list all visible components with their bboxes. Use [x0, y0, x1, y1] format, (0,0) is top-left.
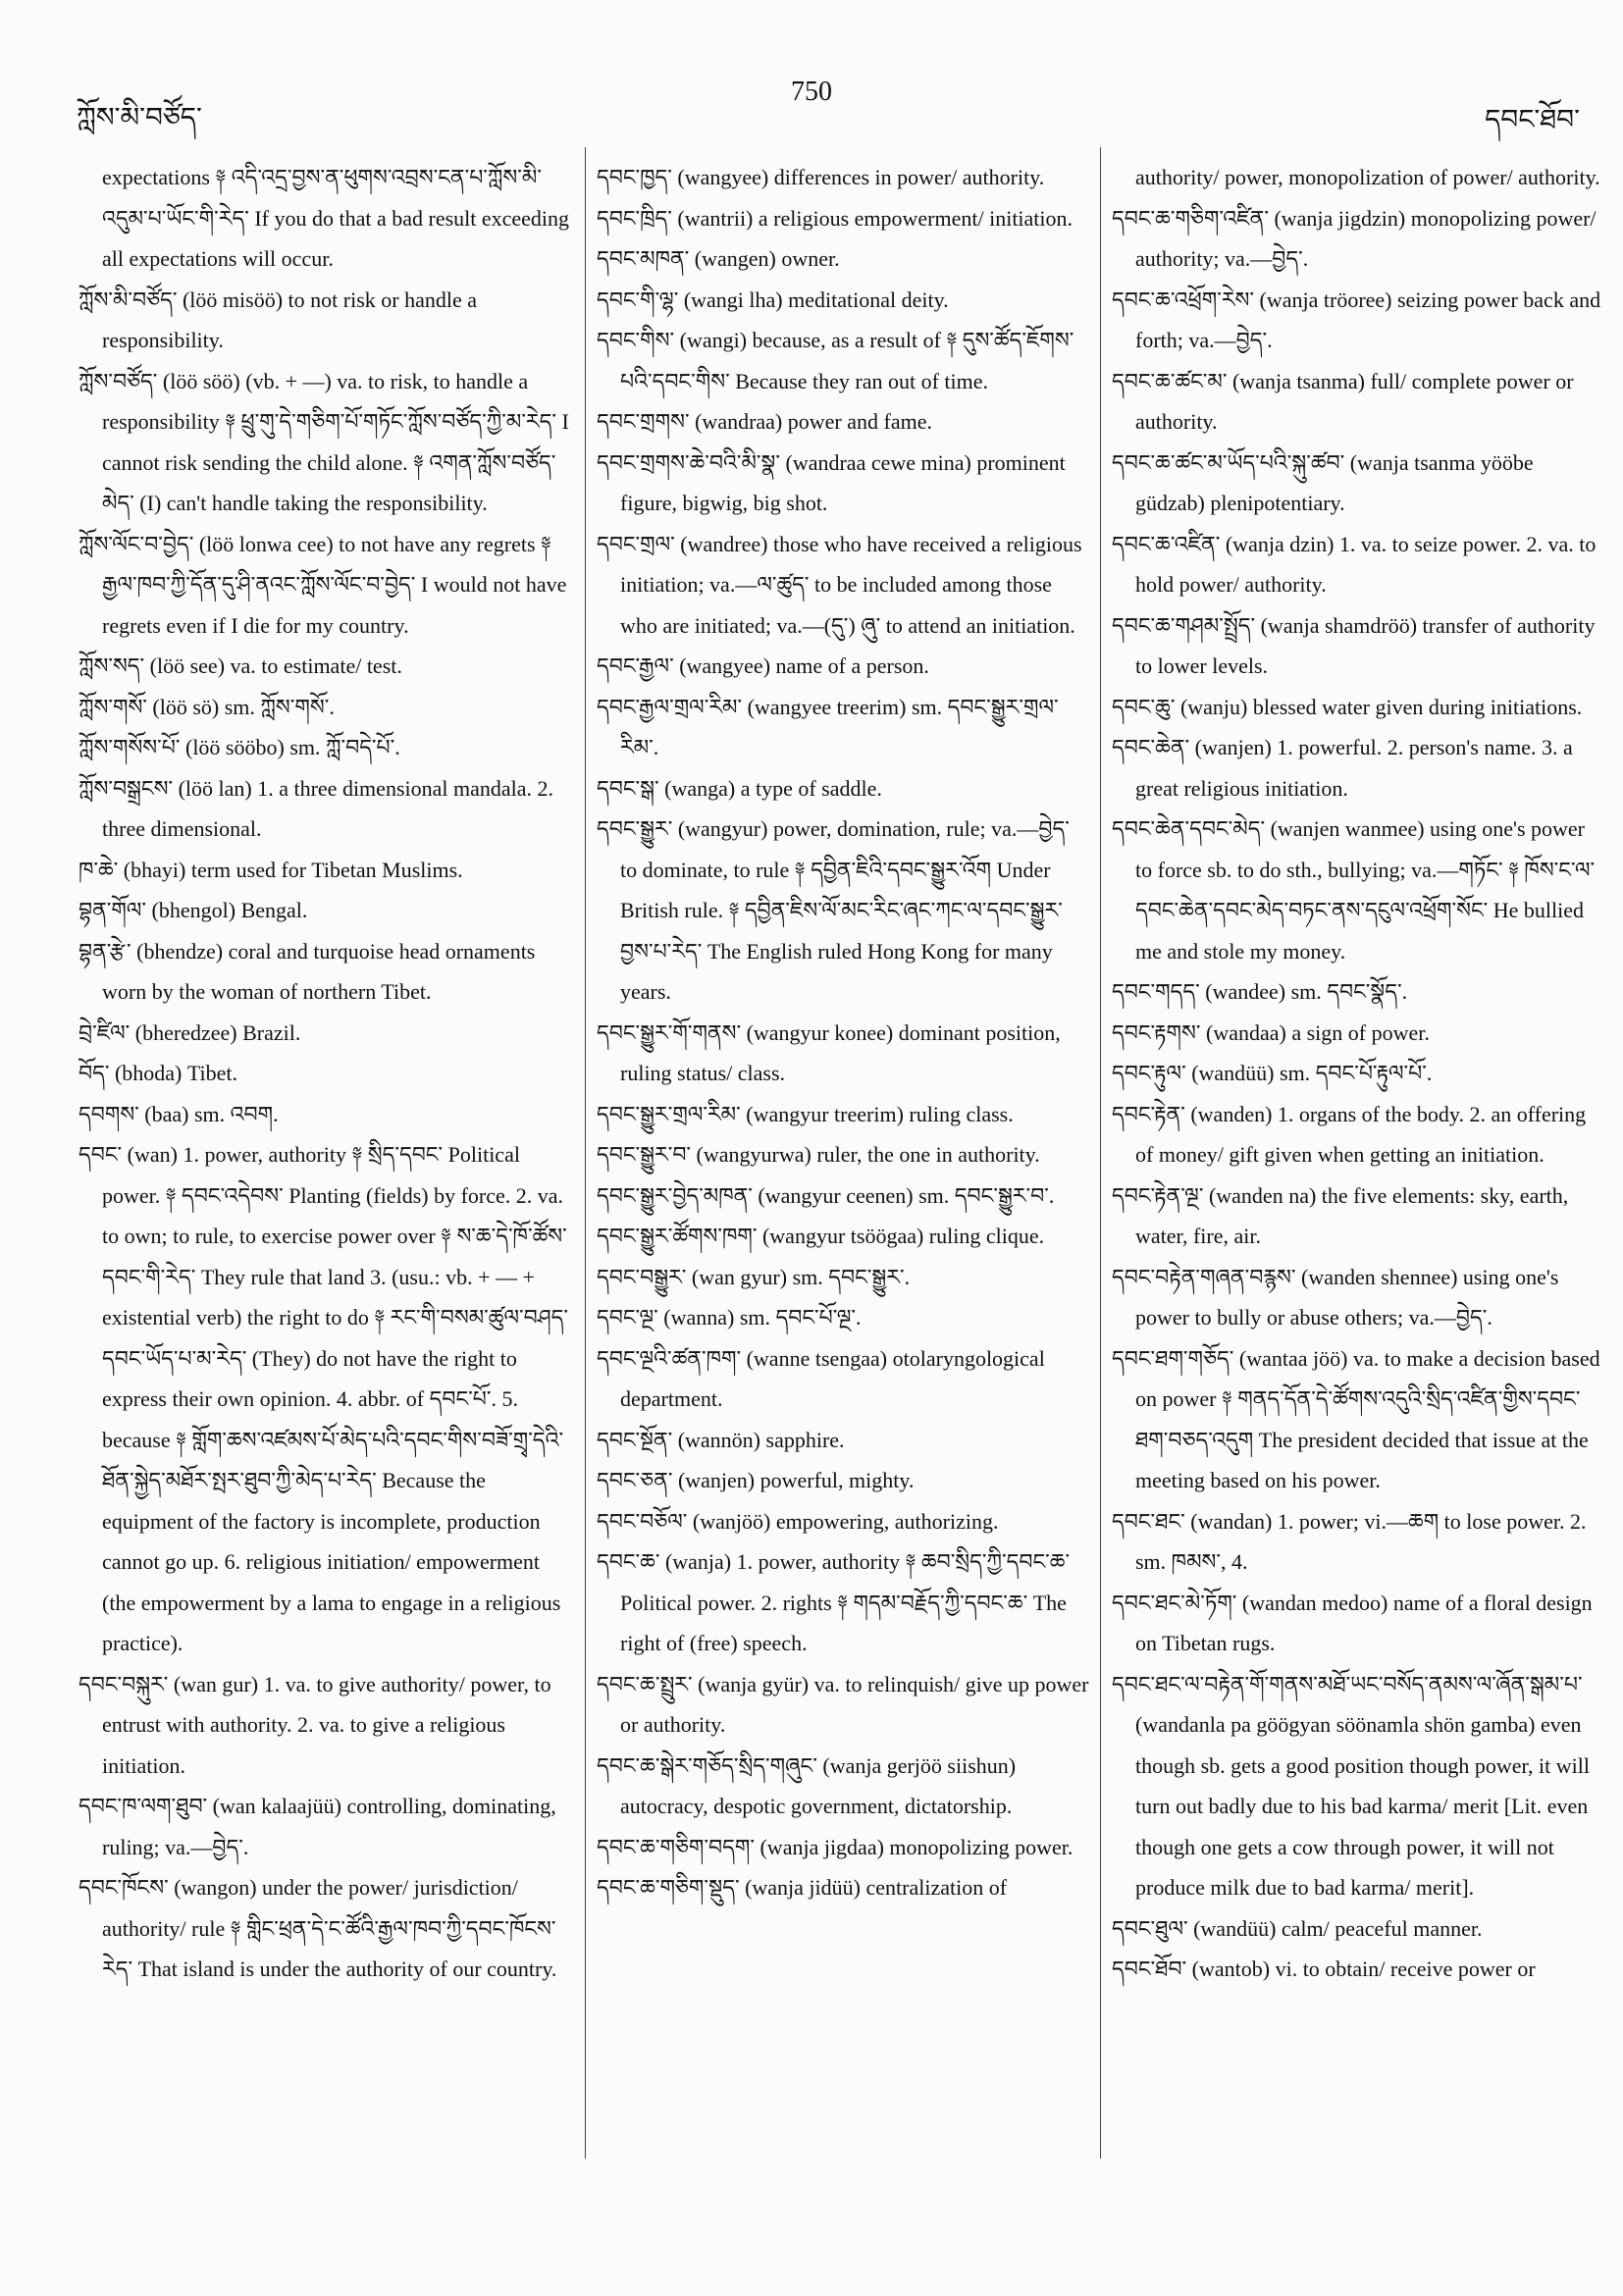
dictionary-entry: དབང་ཐུལ་ (wandüü) calm/ peaceful manner. [1112, 1915, 1483, 1941]
dictionary-entry: དབང་སྒྱུར་གྲལ་རིམ་ (wangyur treerim) ruling class. [597, 1101, 1014, 1126]
dictionary-entry: ཁ་ཆེ་ (bhayi) term used for Tibetan Muslims. [79, 857, 463, 882]
dictionary-entry: དབང་བཅོལ་ (wanjöö) empowering, authorizing. [597, 1508, 999, 1534]
dictionary-entry: དབང་ཐག་གཅོད་ (wantaa jöö) va. to make a decision based on power ༈ གནད་དོན་དེ་ཚོགས་འདུའི་སྲིད་འཛིན་གྱིས་དབང་ཐག་བཅད་འདུག The president decided that issue at the meeting based on his power. [1112, 1345, 1600, 1492]
dictionary-entry: དབང་རྒྱལ་གྲལ་རིམ་ (wangyee treerim) sm. དབང་སྒྱུར་གྲལ་རིམ་. [597, 694, 1059, 759]
dictionary-entry: དབང་ཆེན་ (wanjen) 1. powerful. 2. person's name. 3. a great religious initiation. [1112, 735, 1573, 801]
column-1 [79, 157, 574, 2276]
dictionary-entry: དབང་མཁན་ (wangen) owner. [597, 246, 840, 271]
dictionary-entry: དབང་ལྔའི་ཚན་ཁག་ (wanne tsengaa) otolaryngological department. [597, 1345, 1045, 1411]
dictionary-entry: དབང་ཐོབ་ (wantob) vi. to obtain/ receive power or [1112, 1957, 1536, 1981]
dictionary-entry: དབང་ཆ་གཤམ་སྤྲོད་ (wanja shamdröö) transfer of authority to lower levels. [1112, 612, 1596, 678]
dictionary-entry: ཀློས་མི་བཙོད་ (löö misöö) to not risk or handle a responsibility. [79, 287, 477, 352]
dictionary-entry: དབང་ཐང་ (wandan) 1. power; vi.—ཆག to lose power. 2. sm. ཁམས་, 4. [1112, 1508, 1587, 1574]
dictionary-entry: དབང་ཆེན་དབང་མེད་ (wanjen wanmee) using one's power to force sb. to do sth., bullying; va.—གཏོང་ ༈ ཁོས་ང་ལ་དབང་ཆེན་དབང་མེད་བཏང་ནས་དངུལ་འཕྲོག་སོང་ He bullied me and stole my money. [1112, 816, 1596, 964]
dictionary-entry: དབང་ཆ་གཅིག་སྡུད་ (wanja jidüü) centralization of [597, 1875, 1008, 1900]
dictionary-entry: དབང་ཆ་ཚང་མ་ཡོད་པའི་སྐུ་ཚབ་ (wanja tsanma yööbe güdzab) plenipotentiary. [1112, 449, 1534, 515]
dictionary-entry: དབང་གྲལ་ (wandree) those who have received a religious initiation; va.—ལ་ཚུད་ to be included among those who are initiated; va.—(དུ་) ཞུ་ to attend an initiation. [597, 531, 1082, 638]
dictionary-entry: དབང་སྔོན་ (wannön) sapphire. [597, 1427, 845, 1452]
dictionary-entry: དབང་ཆ་འཛིན་ (wanja dzin) 1. va. to seize power. 2. va. to hold power/ authority. [1112, 531, 1597, 597]
dictionary-entry: expectations ༈ འདི་འདྲ་བྱས་ན་ཕུགས་འབྲས་ངན་པ་ཀློས་མི་འདུམ་པ་ཡོང་གི་རེད་ If you do that a bad result exceeding all expectations will occur. [102, 165, 570, 271]
dictionary-entry: དབང་ཆུ་ (wanju) blessed water given during initiations. [1112, 694, 1583, 719]
dictionary-entry: དབང་ཆ་སྤྲུར་ (wanja gyür) va. to relinquish/ give up power or authority. [597, 1671, 1089, 1737]
dictionary-entry: དབང་ཆ་ (wanja) 1. power, authority ༈ ཆབ་སྲིད་ཀྱི་དབང་ཆ་ Political power. 2. rights ༈ གདམ་བརྗོད་ཀྱི་དབང་ཆ་ The right of (free) speech. [597, 1549, 1071, 1655]
dictionary-entry: དབང་ཆ་ཚང་མ་ (wanja tsanma) full/ complete power or authority. [1112, 368, 1574, 434]
dictionary-entry: དབང་སྒྱུར་གོ་གནས་ (wangyur konee) dominant position, ruling status/ class. [597, 1019, 1061, 1085]
dictionary-entry: authority/ power, monopolization of power/ authority. [1135, 165, 1600, 189]
dictionary-entry: དབང་རྟགས་ (wandaa) a sign of power. [1112, 1019, 1430, 1045]
dictionary-entry: ཀློས་ལོང་བ་བྱེད་ (löö lonwa cee) to not have any regrets ༈ རྒྱལ་ཁབ་ཀྱི་དོན་དུ་ཤི་ནའང་ཀློས་ལོང་བ་བྱེད་ I would not have regrets even if I die for my country. [79, 531, 567, 638]
dictionary-entry: བོད་ (bhoda) Tibet. [79, 1061, 238, 1085]
dictionary-entry: དབང་ཐང་མེ་ཏོག་ (wandan medoo) name of a floral design on Tibetan rugs. [1112, 1590, 1593, 1655]
dictionary-entry: དབང་ཆ་གཅིག་བདག་ (wanja jigdaa) monopolizing power. [597, 1834, 1073, 1859]
dictionary-entry: དབང་བརྟེན་གཞན་བརྙས་ (wanden shennee) using one's power to bully or abuse others; va.—བྱེད་. [1112, 1264, 1559, 1330]
dictionary-entry: དབང་སྒྱུར་ (wangyur) power, domination, rule; va.—བྱེད་ to dominate, to rule ༈ དབྱིན་ཇིའི་དབང་སྒྱུར་འོག Under British rule. ༈ དབྱིན་ཇིས་ལོ་མང་རིང་ཞང་ཀང་ལ་དབང་སྒྱུར་བྱས་པ་རེད་ The English ruled Hong Kong for many years. [597, 816, 1070, 1004]
dictionary-entry: དབང་གྲགས་ (wandraa) power and fame. [597, 409, 932, 434]
page-number: 750 [791, 77, 832, 107]
dictionary-entry: ཀློས་སད་ (löö see) va. to estimate/ test. [79, 653, 402, 678]
dictionary-entry: དབང་རྟེན་ (wanden) 1. organs of the body. 2. an offering of money/ gift given when getting an initiation. [1112, 1101, 1587, 1167]
dictionary-entry: དབང་རྟུལ་ (wandüü) sm. དབང་པོ་རྟུལ་པོ་. [1112, 1061, 1433, 1085]
dictionary-entry: དབང་གིས་ (wangi) because, as a result of ༈ དུས་ཚོད་ཇོགས་པའི་དབང་གིས་ Because they ran out of time. [597, 328, 1074, 393]
page-header [0, 0, 1623, 137]
dictionary-entry: དབང་གྲགས་ཆེ་བའི་མི་སྣ་ (wandraa cewe mina) prominent figure, bigwig, big shot. [597, 449, 1066, 515]
dictionary-entry: དབང་རྟེན་ལྔ་ (wanden na) the five elements: sky, earth, water, fire, air. [1112, 1182, 1569, 1248]
dictionary-entry: དབང་ཁྱད་ (wangyee) differences in power/ authority. [597, 165, 1045, 189]
left-running-headword: ཀློས་མི་བཙོད་ [77, 103, 202, 133]
dictionary-entry: ཀློས་གསོ་ (löö sö) sm. ཀློས་གསོ་. [79, 694, 335, 719]
dictionary-entry: དབང་ (wan) 1. power, authority ༈ སྲིད་དབང་ Political power. ༈ དབང་འདེབས་ Planting (fields) by force. 2. va. to own; to rule, to exercise power over ༈ ས་ཆ་དེ་ཁོ་ཚོས་དབང་གི་རེད་ They rule that land 3. (usu.: vb. + — + existential verb) the right to do ༈ རང་གི་བསམ་ཚུལ་བཤད་དབང་ཡོད་པ་མ་རེད་ (They) do not have the right to express their own opinion. 4. abbr. of དབང་པོ་. 5. because ༈ གློག་ཆས་འཛམས་པོ་མེད་པའི་དབང་གིས་བཟོ་གྲྭ་དེའི་ཐོན་སྐྱེད་མཐོར་སྤར་ཐུབ་ཀྱི་མེད་པ་རེད་ Because the equipment of the factory is incomplete, production cannot go up. 6. religious initiation/ empowerment (the empowerment by a lama to engage in a religious practice). [79, 1142, 568, 1655]
column-3 [1112, 157, 1602, 2276]
dictionary-entry: དབང་སྒྱུར་བྱེད་མཁན་ (wangyur ceenen) sm. དབང་སྒྱུར་བ་. [597, 1182, 1055, 1208]
dictionary-entry: དབང་ཆ་སྒེར་གཅོད་སྲིད་གཞུང་ (wanja gerjöö siishun) autocracy, despotic government, dictatorship. [597, 1752, 1017, 1818]
dictionary-entry: དབང་ཁྲིད་ (wantrii) a religious empowerment/ initiation. [597, 205, 1073, 231]
dictionary-entry: དབགས་ (baa) sm. འབག. [79, 1101, 279, 1126]
dictionary-entry: དབང་གི་ལྷ་ (wangi lha) meditational deity. [597, 287, 949, 312]
dictionary-entry: དབང་ལྔ་ (wanna) sm. དབང་པོ་ལྔ་. [597, 1305, 862, 1330]
dictionary-entry: དབང་ཐང་ལ་བརྟེན་གོ་གནས་མཐོ་ཡང་བསོད་ནམས་ལ་ཞོན་སྒམ་པ་ (wandanla pa göögyan söönamla shön gamba) even though sb. gets a good position though power, it will turn out badly due to his bad karma/ merit [Lit. even though one gets a cow through power, it will not produce milk due to bad karma/ merit]. [1112, 1671, 1590, 1900]
dictionary-entry: དབང་བསྐུར་ (wan gur) 1. va. to give authority/ power, to entrust with authority. 2. va. to give a religious initiation. [79, 1671, 551, 1778]
right-running-headword: དབང་ཐོབ་ [1485, 105, 1580, 135]
dictionary-entry: བྲེ་ཛིལ་ (bheredzee) Brazil. [79, 1019, 301, 1045]
dictionary-entry: དབང་རྒྱལ་ (wangyee) name of a person. [597, 653, 929, 678]
dictionary-entry: དབང་ཆ་གཅིག་འཛིན་ (wanja jigdzin) monopolizing power/ authority; va.—བྱེད་. [1112, 205, 1597, 271]
dictionary-entry: བྷན་རྩེ་ (bhendze) coral and turquoise head ornaments worn by the woman of northern Tibet. [79, 938, 536, 1004]
dictionary-entry: དབང་བསྒྱུར་ (wan gyur) sm. དབང་སྒྱུར་. [597, 1264, 911, 1289]
dictionary-entry: བྷན་གོལ་ (bhengol) Bengal. [79, 898, 308, 922]
dictionary-entry: དབང་ཁོངས་ (wangon) under the power/ jurisdiction/ authority/ rule ༈ གླིང་ཕྲན་དེ་ང་ཚོའི་རྒྱལ་ཁབ་ཀྱི་དབང་ཁོངས་རེད་ That island is under the authority of our country. [79, 1875, 557, 1981]
dictionary-entry: དབང་སྒྱུར་ཚོགས་ཁག་ (wangyur tsöögaa) ruling clique. [597, 1224, 1045, 1248]
column-2 [597, 157, 1089, 2276]
dictionary-entry: དབང་ཆ་འཕྲོག་རེས་ (wanja tröoree) seizing power back and forth; va.—བྱེད་. [1112, 287, 1601, 352]
dictionary-entry: དབང་ཁ་ལག་ཐུབ་ (wan kalaajüü) controlling, dominating, ruling; va.—བྱེད་. [79, 1794, 556, 1859]
dictionary-columns [0, 157, 1623, 2276]
dictionary-entry: ཀློས་གསོས་པོ་ (löö sööbo) sm. ཀློ་བདེ་པོ་. [79, 735, 400, 759]
dictionary-entry: ཀློས་བཙོད་ (löö söö) (vb. + —) va. to risk, to handle a responsibility ༈ ཕྲུ་གུ་དེ་གཅིག་པོ་གཏོང་ཀློས་བཙོད་ཀྱི་མ་རེད་ I cannot risk sending the child alone. ༈ འགན་ཀློས་བཙོད་མེད་ (I) can't handle taking the responsibility. [79, 368, 569, 515]
dictionary-entry: དབང་སྒྱུར་བ་ (wangyurwa) ruler, the one in authority. [597, 1142, 1040, 1167]
dictionary-entry: ཀློས་བསྒྲངས་ (löö lan) 1. a three dimensional mandala. 2. three dimensional. [79, 775, 554, 841]
dictionary-entry: དབང་ཅན་ (wanjen) powerful, mighty. [597, 1468, 915, 1492]
dictionary-entry: དབང་སྒ་ (wanga) a type of saddle. [597, 775, 882, 801]
dictionary-entry: དབང་གདད་ (wandee) sm. དབང་སྣོད་. [1112, 979, 1408, 1004]
